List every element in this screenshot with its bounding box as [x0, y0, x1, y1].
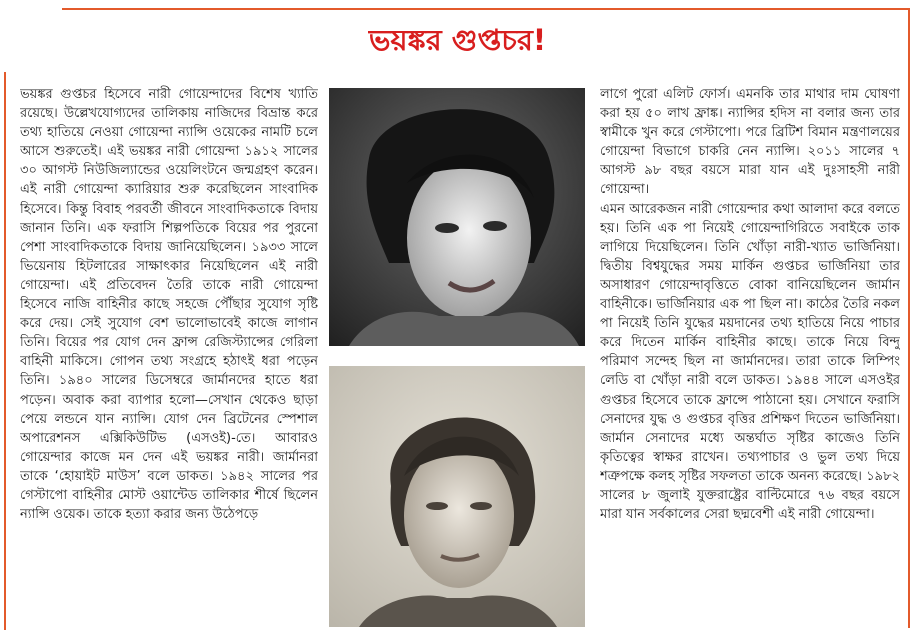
left-column-paragraph: ভয়ঙ্কর গুপ্তচর হিসেবে নারী গোয়েন্দাদের বিশেষ খ্যাতি রয়েছে। উল্লেখযোগ্যদের তালিকায় নাজিদের বিভ্রান্ত করে তথ্য হাতিয়ে নেওয়া গোয়েন্দা ন্যান্সি ওয়েকের নামটি চলে আসে শুরুতেই। এই ভয়ঙ্কর নারী গোয়েন্দা ১৯১২ সালের ৩০ আগস্ট নিউজিল্যান্ডের ওয়েলিংটনে জন্মগ্রহণ করেন। এই নারী গোয়েন্দা ক্যারিয়ার শুরু করেছিলেন সাংবাদিক হিসেবে। কিন্তু বিবাহ পরবর্তী জীবনে সাংবাদিকতাকে বিদায় জানান তিনি। এক ফরাসি শিল্পপতিকে বিয়ের পর পুরনো পেশা সাংবাদিকতাকে বিদায় জানিয়েছিলেন। ১৯৩৩ সালে ভিয়েনায় হিটলারের সাক্ষাৎকার নিয়েছিলেন এই নারী গোয়েন্দা। এই প্রতিবেদন তৈরি তাকে নারী গোয়েন্দা হিসেবে নাজি বাহিনীর কাছে সহজে পৌঁছার সুযোগ সৃষ্টি করে দেয়। সেই সুযোগ বেশ ভালোভাবেই কাজে লাগান তিনি। বিয়ের পর যোগ দেন ফ্রান্স রেজিস্ট্যান্সের গেরিলা বাহিনী মাকিসে। গোপন তথ্য সংগ্রহে হঠাৎই ধরা পড়েন তিনি। ১৯৪০ সালের ডিসেম্বরে জার্মানদের হাতে ধরা পড়েন। অবাক করা ব্যাপার হলো—সেখান থেকেও ছাড়া পেয়ে লন্ডনে যান ন্যান্সি। যোগ দেন ব্রিটেনের স্পেশাল অপারেশনস এক্সিকিউটিভ (এসওই)-তে। আবারও গোয়েন্দার কাজে মন দেন এই ভয়ঙ্কর নারী। জার্মানরা তাকে ‘হোয়াইট মাউস’ বলে ডাকত। ১৯৪২ সালের পর গেস্টাপো বাহিনীর মোস্ট ওয়ান্টেড তালিকার শীর্ষে ছিলেন ন্যান্সি ওয়েক। তাকে হত্যা করার জন্য উঠেপড়ে — [20, 87, 318, 523]
right-text-column — [600, 85, 900, 627]
right-column-paragraph-2: এমন আরেকজন নারী গোয়েন্দার কথা আলাদা করে বলতে হয়। তিনি এক পা নিয়েই গোয়েন্দাগিরিতে সবাইকে তাক লাগিয়ে দিয়েছিলেন। তিনি খোঁড়া নারী-খ্যাত ভার্জিনিয়া। দ্বিতীয় বিশ্বযুদ্ধের সময় মার্কিন গুপ্তচর ভার্জিনিয়া তার অসাধারণ গোয়েন্দাবৃত্তিতে বোকা বানিয়েছিলেন জার্মান বাহিনীকে। ভার্জিনিয়ার এক পা ছিল না। কাঠের তৈরি নকল পা নিয়েই তিনি যুদ্ধের ময়দানের তথ্য হাতিয়ে নিয়ে পাচার করে দিতেন মার্কিন বাহিনীর কাছে। তাকে নিয়ে বিন্দু পরিমাণ সন্দেহ ছিল না জার্মানদের। তারা তাকে লিম্পিং লেডি বা খোঁড়া নারী বলে ডাকত। ১৯৪৪ সালে এসওইর গুপ্তচর হিসেবে তাকে ফ্রান্সে পাঠানো হয়। সেখানে ফরাসি সেনাদের যুদ্ধ ও গুপ্তচর বৃত্তির প্রশিক্ষণ দিতেন ভার্জিনিয়া। জার্মান সেনাদের মধ্যে অন্তর্ঘাত সৃষ্টির কাজেও তিনি কৃতিত্বের স্বাক্ষর রাখেন। তথ্যপাচার ও ভুল তথ্য দিয়ে শত্রুপক্ষে কলহ সৃষ্টির সফলতা তাকে অনন্য করেছে। ১৯৮২ সালের ৮ জুলাই যুক্তরাষ্ট্রের বাল্টিমোরে ৭৬ বছর বয়সে মারা যান সর্বকালের সেরা ছদ্মবেশী এই নারী গোয়েন্দা। — [600, 201, 900, 523]
top-border-rule — [62, 8, 910, 10]
right-border-rule — [908, 8, 910, 628]
portrait-1-image — [329, 88, 585, 346]
portrait-2-image — [329, 366, 585, 627]
portrait-photo-virginia-hall — [329, 366, 585, 627]
article-headline: ভয়ঙ্কর গুপ্তচর! — [368, 23, 547, 57]
right-column-paragraph-1: লাগে পুরো এলিট ফোর্স। এমনকি তার মাথার দাম ঘোষণা করা হয় ৫০ লাখ ফ্রাঙ্ক। ন্যান্সির হদিস না বলার জন্য তার স্বামীকে খুন করে গেস্টাপো। পরে ব্রিটিশ বিমান মন্ত্রণালয়ের গোয়েন্দা বিভাগে চাকরি নেন ন্যান্সি। ২০১১ সালের ৭ আগস্ট ৯৮ বছর বয়সে মারা যান এই দুঃসাহসী নারী গোয়েন্দা। — [600, 87, 900, 198]
portrait-photo-nancy-wake — [329, 88, 585, 346]
left-text-column — [20, 85, 318, 627]
left-border-rule — [4, 72, 6, 630]
